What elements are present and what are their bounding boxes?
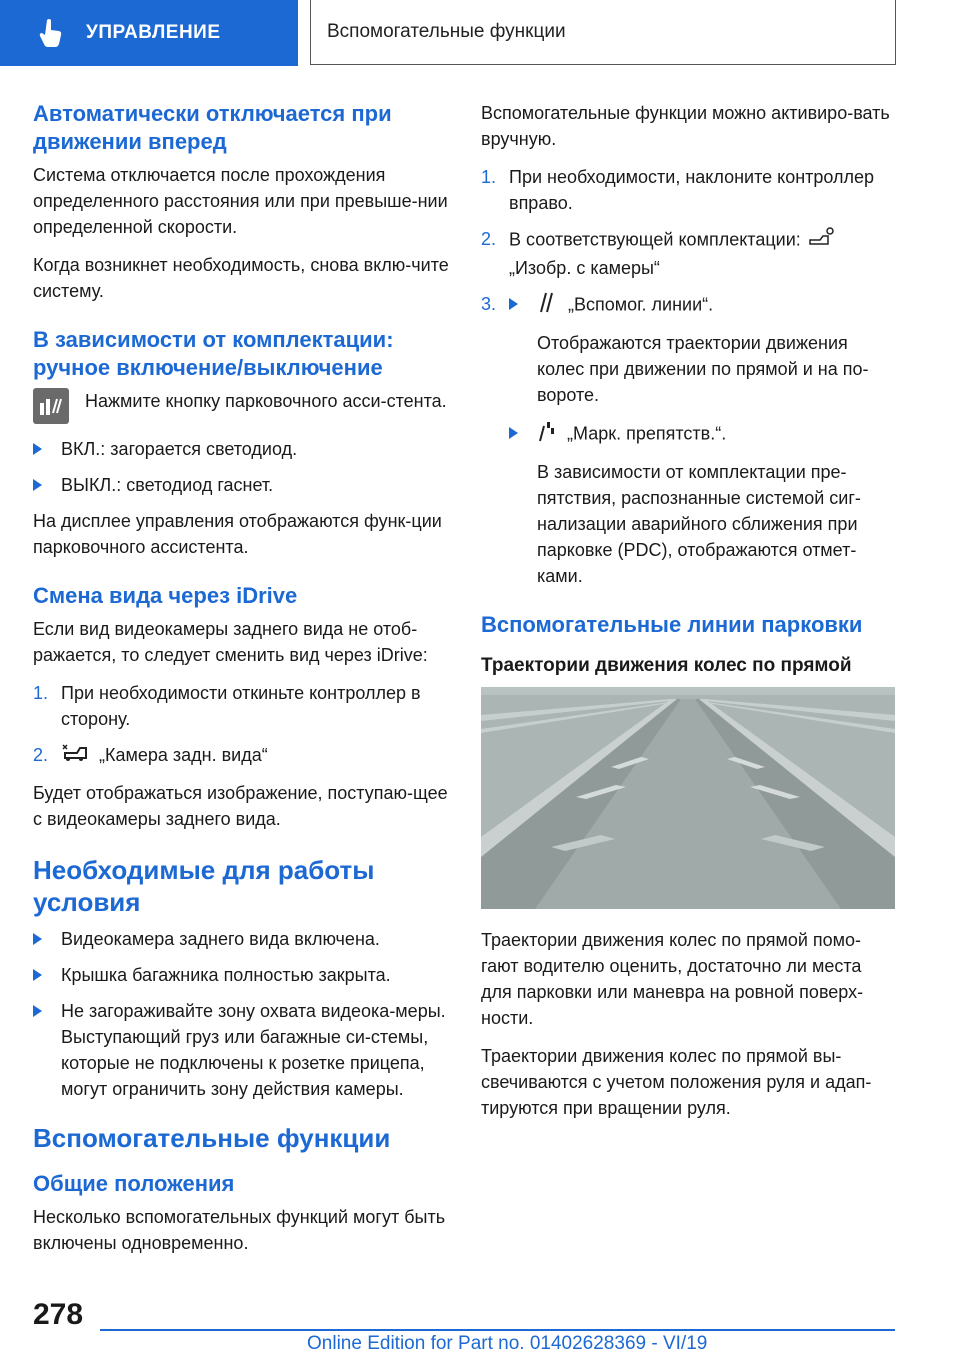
parking-assistant-button-icon [33, 388, 69, 424]
bullet-triangle-icon [33, 933, 42, 945]
para-obstacle-desc: В зависимости от комплектации пре-пятствия, распознанные системой сиг-нализации аварийного сближения при парковке (PDC), отображаются отмет-ками. [537, 462, 861, 586]
para-auto-off-1: Система отключается после прохождения определенного расстояния или при превыше-нии определенной скорости. [33, 165, 448, 237]
r-step-1: 1. При необходимости, наклоните контроллер вправо. [481, 167, 875, 213]
guide-lines-icon [538, 291, 558, 320]
para-general: Несколько вспомогательных функций могут быть включены одновременно. [33, 1206, 446, 1253]
heading-auto-off: Автоматически отключается при движении вперед [33, 101, 392, 154]
left-column [33, 100, 451, 1268]
button-instruction [33, 388, 451, 424]
bullet-triangle-icon [33, 443, 42, 455]
trajectory-illustration [481, 687, 895, 909]
heading-idrive: Смена вида через iDrive [33, 583, 298, 608]
bullet-triangle-icon [33, 969, 42, 981]
step-1: 1. При необходимости откиньте контроллер в сторону. [33, 683, 421, 729]
heading-trajectories: Траектории движения колес по прямой [481, 655, 852, 676]
para-traj-2: Траектории движения колес по прямой вы-свечиваются с учетом положения руля и адап-тируются при вращении руля. [481, 1046, 872, 1118]
rear-camera-icon [61, 743, 89, 770]
para-image: Будет отображаться изображение, поступаю-щее с видеокамеры заднего вида. [33, 782, 448, 829]
obstacle-marking-icon [537, 420, 557, 449]
bullet-triangle-icon [509, 298, 518, 310]
para-auto-off-2: Когда возникнет необходимость, снова вклю-чите систему. [33, 255, 449, 301]
para-idrive: Если вид видеокамеры заднего вида не отоб-ражается, то следует сменить вид через iDrive: [33, 619, 428, 665]
para-display: На дисплее управления отображаются функ-ции парковочного ассистента. [33, 511, 442, 557]
list-item-on: ВКЛ.: загорается светодиод. [33, 436, 451, 462]
r-step-3: 3. „Вспомог. линии“. [481, 291, 895, 320]
hand-pointer-icon [38, 18, 68, 48]
edition-text: Online Edition for Part no. 01402628369 - VI/19 [307, 1333, 708, 1354]
section-tab [0, 0, 298, 66]
heading-general: Общие положения [33, 1170, 235, 1196]
chapter-box [310, 0, 896, 65]
condition-3: Не загораживайте зону охвата видеока-меры. Выступающий груз или багажные си-стемы, которые не подключены к розетке прицепа, могут ограничить зону действия камеры. [33, 998, 451, 1102]
bullet-triangle-icon [33, 479, 42, 491]
right-column [481, 100, 895, 1133]
condition-2: Крышка багажника полностью закрыта. [33, 962, 451, 988]
bullet-triangle-icon [509, 427, 518, 439]
condition-1: Видеокамера заднего вида включена. [33, 926, 451, 952]
para-guide-lines-desc: Отображаются траектории движения колес при движении по прямой и на по-вороте. [537, 333, 869, 405]
bullet-triangle-icon [33, 1005, 42, 1017]
para-manual: Вспомогательные функции можно активиро-вать вручную. [481, 103, 890, 149]
para-button: Нажмите кнопку парковочного асси-стента. [85, 391, 447, 411]
heading-aux-functions: Вспомогательные функции [33, 1122, 391, 1153]
chapter-title: Вспомогательные функции [327, 21, 566, 42]
section-title: УПРАВЛЕНИЕ [86, 22, 221, 43]
list-item-off: ВЫКЛ.: светодиод гаснет. [33, 472, 451, 498]
step-2: 2. „Камера задн. вида“ [33, 742, 451, 770]
heading-parking-lines: Вспомогательные линии парковки [481, 612, 863, 637]
heading-conditions: Необходимые для работы условия [33, 854, 375, 917]
r-step-2: 2. В соответствующей комплектации: „Изобр. с камеры“ [481, 226, 895, 281]
heading-manual: В зависимости от комплектации: ручное включение/выключение [33, 327, 394, 380]
para-traj-1: Траектории движения колес по прямой помо-гают водителю оценить, достаточно ли места для парковки или маневра на ровной поверх-ности. [481, 930, 864, 1028]
r-step-3b: „Марк. препятств.“. [509, 420, 895, 449]
page-header [0, 0, 960, 66]
camera-settings-icon [806, 226, 836, 255]
footer-divider [100, 1329, 895, 1331]
page-number: 278 [33, 1298, 84, 1331]
